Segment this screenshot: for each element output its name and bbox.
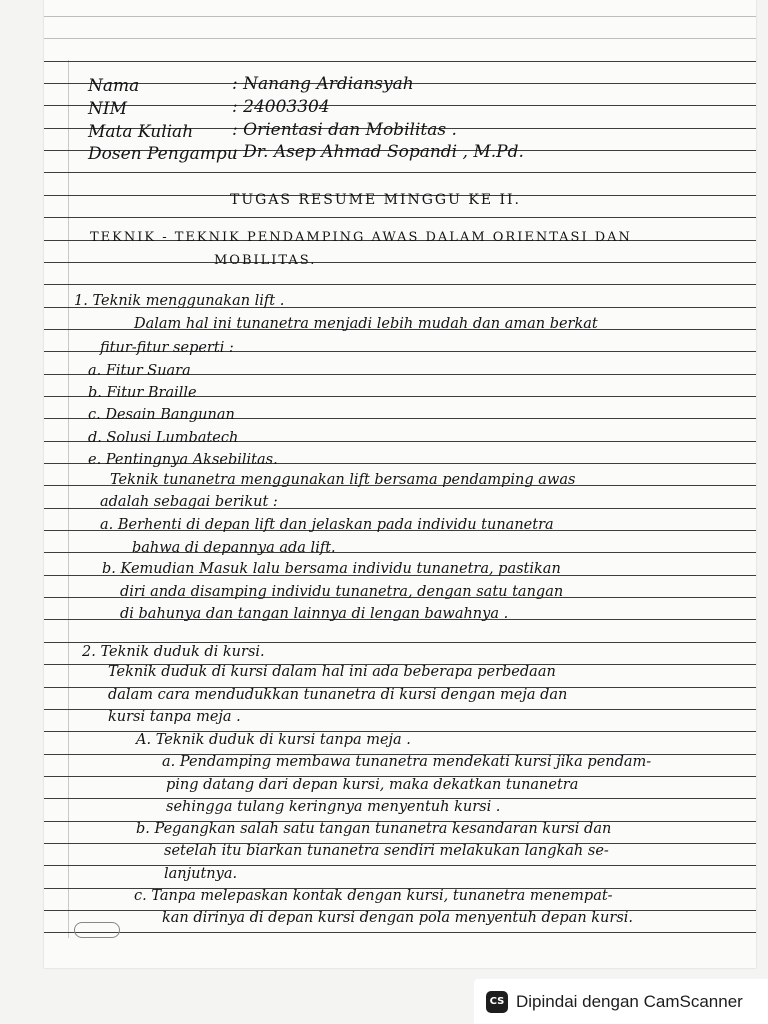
ruled-line: [44, 642, 756, 643]
nim-value: : 24003304: [232, 97, 330, 117]
handwritten-line: adalah sebagai berikut :: [100, 494, 278, 510]
list-item: c. Tanpa melepaskan kontak dengan kursi, tunanetra menempat-: [134, 888, 613, 904]
nama-value: : Nanang Ardiansyah: [232, 74, 414, 94]
handwritten-line: sehingga tulang keringnya menyentuh kursi .: [166, 799, 501, 815]
handwritten-line: lanjutnya.: [164, 866, 238, 882]
topic-title-line2: MOBILITAS.: [214, 253, 317, 268]
handwritten-line: kursi tanpa meja .: [108, 709, 241, 725]
handwritten-line: Teknik duduk di kursi dalam hal ini ada beberapa perbedaan: [108, 664, 556, 680]
ruled-line: [44, 16, 756, 17]
matkul-value: : Orientasi dan Mobilitas .: [232, 120, 457, 140]
list-item: e. Pentingnya Aksebilitas.: [88, 452, 278, 468]
dosen-label: Dosen Pengampu: [88, 144, 238, 164]
margin-line: [68, 60, 69, 938]
handwritten-line: bahwa di depannya ada lift.: [132, 540, 336, 556]
nim-label: NIM: [88, 99, 127, 119]
handwritten-line: diri anda disamping individu tunanetra, dengan satu tangan: [120, 584, 564, 600]
handwritten-line: Dalam hal ini tunanetra menjadi lebih mudah dan aman berkat: [134, 316, 598, 332]
handwritten-line: Teknik tunanetra menggunakan lift bersama pendamping awas: [110, 472, 576, 488]
ruled-line: [44, 217, 756, 218]
handwritten-line: fitur-fitur seperti :: [100, 340, 234, 356]
watermark-text: Dipindai dengan CamScanner: [516, 991, 743, 1011]
list-item: a. Berhenti di depan lift dan jelaskan pada individu tunanetra: [100, 517, 554, 533]
topic-title-line1: TEKNIK - TEKNIK PENDAMPING AWAS DALAM ORIENTASI DAN: [90, 230, 632, 245]
list-item: b. Kemudian Masuk lalu bersama individu tunanetra, pastikan: [102, 561, 561, 577]
handwritten-line: kan dirinya di depan kursi dengan pola menyentuh depan kursi.: [162, 910, 634, 926]
camscanner-icon: CS: [486, 991, 508, 1013]
notebook-page: [44, 0, 756, 968]
ruled-line: [44, 38, 756, 39]
ruled-line: [44, 172, 756, 173]
list-item: a. Pendamping membawa tunanetra mendekati kursi jika pendam-: [162, 754, 652, 770]
ruled-line: [44, 284, 756, 285]
handwritten-line: ping datang dari depan kursi, maka dekatkan tunanetra: [166, 777, 579, 793]
ruled-line: [44, 105, 756, 106]
ruled-line: [44, 932, 756, 933]
dosen-value: : Dr. Asep Ahmad Sopandi , M.Pd.: [232, 142, 524, 162]
list-item: a. Fitur Suara: [88, 363, 191, 379]
section-heading: 2. Teknik duduk di kursi.: [82, 644, 265, 660]
ruled-line: [44, 61, 756, 62]
nama-label: Nama: [88, 76, 140, 96]
assignment-title: TUGAS RESUME MINGGU KE II.: [230, 192, 521, 208]
ruled-line: [44, 262, 756, 263]
ruled-line: [44, 865, 756, 866]
handwritten-line: di bahunya dan tangan lainnya di lengan bawahnya .: [120, 606, 509, 622]
list-item: b. Pegangkan salah satu tangan tunanetra kesandaran kursi dan: [136, 821, 612, 837]
handwritten-line: setelah itu biarkan tunanetra sendiri melakukan langkah se-: [164, 843, 609, 859]
camscanner-watermark: [474, 979, 768, 1024]
matkul-label: Mata Kuliah: [88, 122, 194, 142]
notebook-brand-mark: [74, 922, 120, 938]
list-item: b. Fitur Braille: [88, 385, 197, 401]
subsection-heading: A. Teknik duduk di kursi tanpa meja .: [136, 732, 411, 748]
section-heading: 1. Teknik menggunakan lift .: [74, 293, 285, 309]
handwritten-line: dalam cara mendudukkan tunanetra di kursi dengan meja dan: [108, 687, 568, 703]
list-item: c. Desain Bangunan: [88, 407, 235, 423]
list-item: d. Solusi Lumbatech: [88, 430, 239, 446]
